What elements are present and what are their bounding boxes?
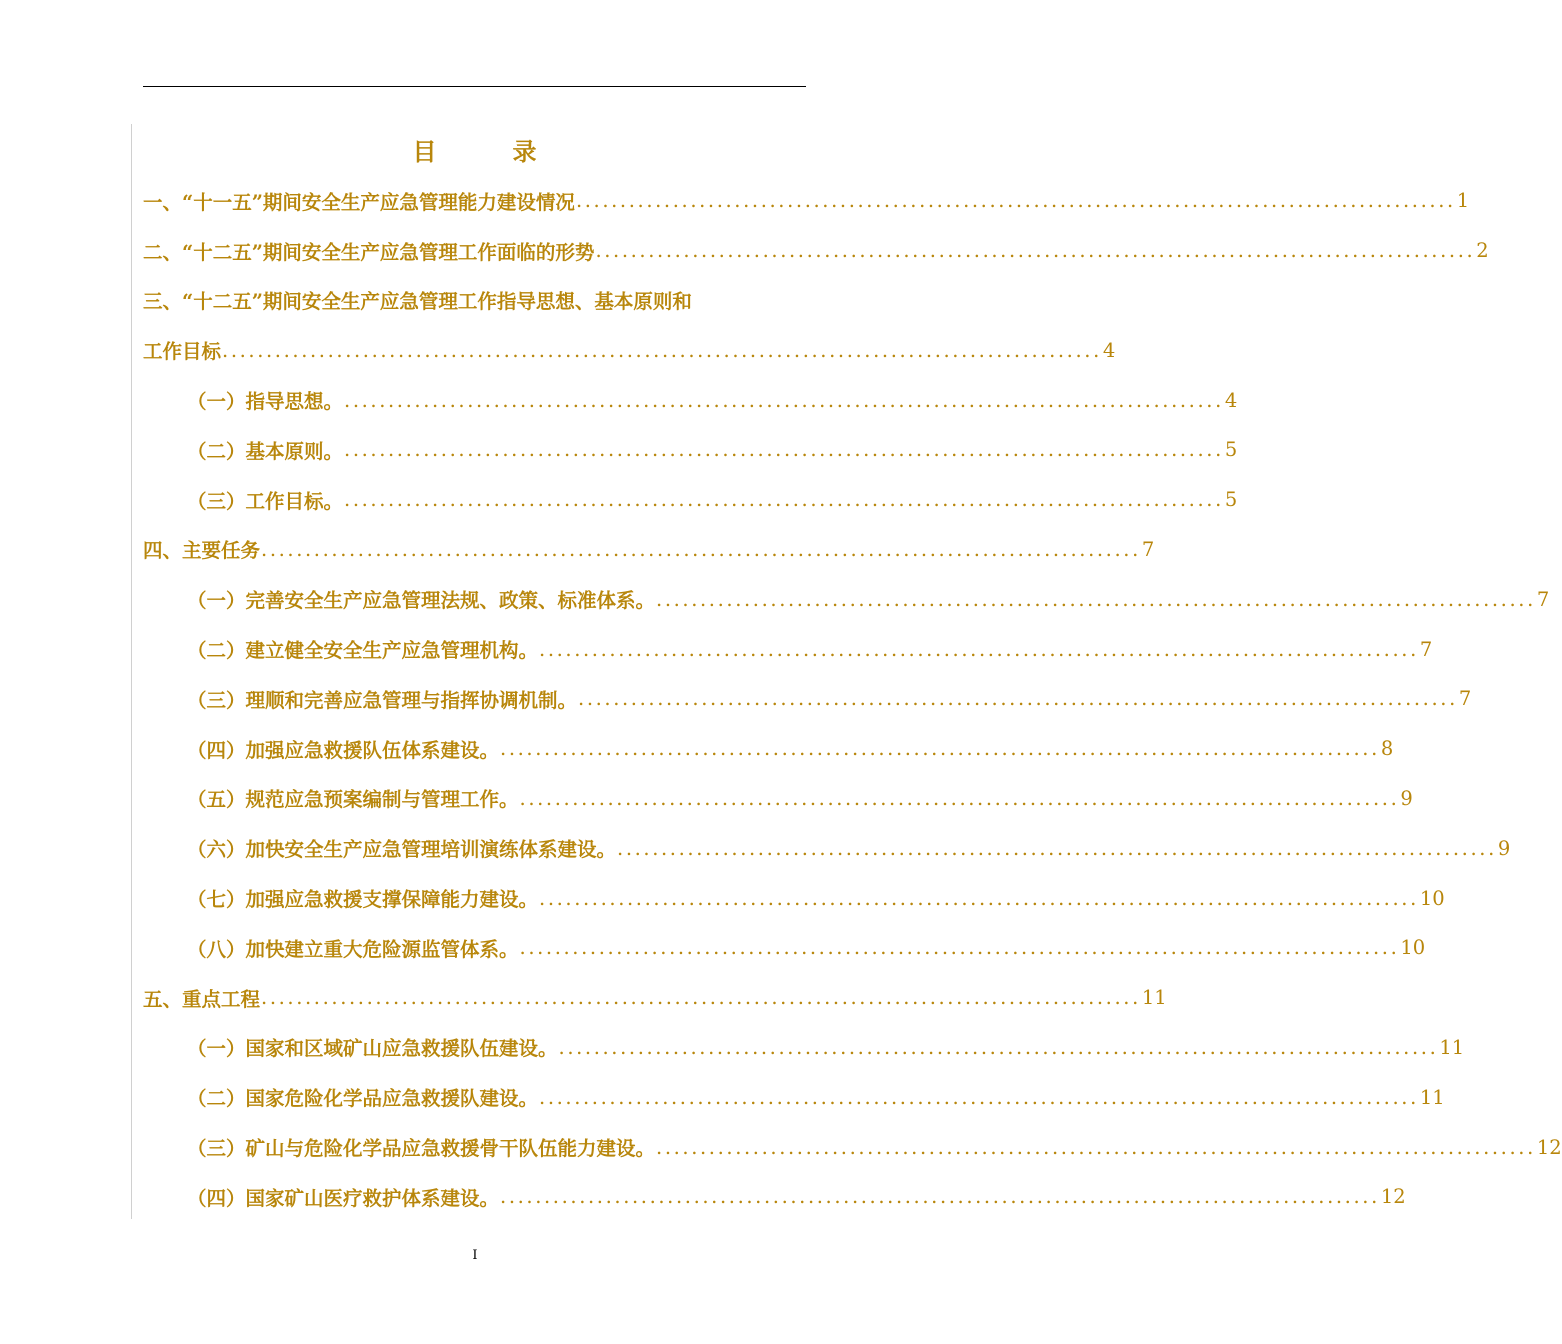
- toc-entry-title: 三、“十二五”期间安全生产应急管理工作指导思想、基本原则和: [143, 290, 692, 314]
- toc-entry[interactable]: [143, 176, 1470, 226]
- toc-page-number: 8: [1380, 737, 1394, 761]
- toc-leader-dots: ....................................................................................................: [656, 1135, 1536, 1159]
- toc-leader-dots: ....................................................................................................: [558, 1035, 1439, 1059]
- toc-entry[interactable]: [143, 823, 1511, 873]
- toc-page-number: 11: [1141, 986, 1167, 1010]
- toc-entry[interactable]: [143, 325, 1116, 375]
- toc-leader-dots: ....................................................................................................: [539, 637, 1419, 661]
- toc-leader-dots: ....................................................................................................: [575, 189, 1456, 213]
- toc-page-number: 11: [1419, 1085, 1445, 1109]
- toc-page-number: 9: [1497, 836, 1511, 860]
- toc-entry-title: （一）国家和区域矿山应急救援队伍建设。: [187, 1037, 558, 1061]
- toc-entry-title: （一）指导思想。: [187, 390, 344, 414]
- toc-entry[interactable]: [143, 1122, 1562, 1172]
- toc-entry[interactable]: [143, 774, 1413, 824]
- margin-rule: [131, 124, 132, 1219]
- toc-entry-title: （三）工作目标。: [187, 489, 344, 513]
- toc-leader-dots: ....................................................................................................: [222, 338, 1102, 362]
- toc-leader-dots: ....................................................................................................: [261, 986, 1141, 1010]
- toc-page-number: 11: [1439, 1035, 1465, 1059]
- toc-leader-dots: ....................................................................................................: [595, 239, 1476, 263]
- toc-entry[interactable]: [143, 1072, 1445, 1122]
- toc-entry[interactable]: [143, 425, 1238, 475]
- toc-entry[interactable]: [143, 923, 1426, 973]
- toc-entry[interactable]: [143, 574, 1550, 624]
- toc-page-number: 12: [1380, 1185, 1406, 1209]
- toc-entry-title: 四、主要任务: [143, 539, 261, 563]
- toc-entry[interactable]: [143, 226, 1489, 276]
- toc-entry[interactable]: [143, 375, 1238, 425]
- toc-entry-title: （三）理顺和完善应急管理与指挥协调机制。: [187, 688, 578, 712]
- toc-entry[interactable]: [143, 873, 1445, 923]
- toc-entry-title: （六）加快安全生产应急管理培训演练体系建设。: [187, 838, 617, 862]
- toc-entry[interactable]: [143, 724, 1394, 774]
- toc-leader-dots: ....................................................................................................: [656, 587, 1536, 611]
- toc-entry-title: （二）基本原则。: [187, 439, 344, 463]
- table-of-contents: [143, 176, 1562, 1222]
- toc-leader-dots: ....................................................................................................: [500, 737, 1380, 761]
- toc-entry[interactable]: [143, 674, 1472, 724]
- toc-entry-title: （三）矿山与危险化学品应急救援骨干队伍能力建设。: [187, 1137, 656, 1161]
- page-number: I: [472, 1248, 478, 1263]
- toc-page-number: 7: [1536, 587, 1550, 611]
- toc-page-number: 7: [1141, 537, 1155, 561]
- toc-page-number: 2: [1476, 239, 1489, 263]
- toc-page-number: 5: [1224, 488, 1238, 512]
- toc-entry-title: （四）加强应急救援队伍体系建设。: [187, 738, 500, 762]
- toc-leader-dots: ....................................................................................................: [617, 836, 1497, 860]
- toc-leader-dots: ....................................................................................................: [344, 488, 1224, 512]
- toc-leader-dots: ....................................................................................................: [578, 687, 1458, 711]
- toc-entry[interactable]: [143, 624, 1433, 674]
- toc-page-number: 4: [1224, 388, 1238, 412]
- toc-page-number: 5: [1224, 438, 1238, 462]
- toc-entry-title: 五、重点工程: [143, 987, 261, 1011]
- toc-leader-dots: ....................................................................................................: [344, 438, 1224, 462]
- toc-entry-title: （五）规范应急预案编制与管理工作。: [187, 788, 519, 812]
- toc-page-number: 1: [1456, 189, 1470, 213]
- toc-entry-title: （二）建立健全安全生产应急管理机构。: [187, 639, 539, 663]
- toc-page-number: 4: [1102, 338, 1116, 362]
- header-rule: [143, 86, 806, 87]
- toc-entry[interactable]: [143, 973, 1167, 1023]
- toc-leader-dots: ....................................................................................................: [539, 1085, 1419, 1109]
- toc-page-number: 9: [1400, 786, 1413, 810]
- toc-entry-title: （八）加快建立重大危险源监管体系。: [187, 937, 519, 961]
- toc-entry[interactable]: [143, 525, 1155, 575]
- toc-entry[interactable]: [143, 475, 1238, 525]
- toc-page-number: 7: [1458, 687, 1472, 711]
- toc-leader-dots: ....................................................................................................: [519, 786, 1400, 810]
- toc-entry[interactable]: [143, 1023, 1465, 1073]
- toc-leader-dots: ....................................................................................................: [344, 388, 1224, 412]
- toc-entry[interactable]: [143, 276, 806, 326]
- toc-entry-title: （二）国家危险化学品应急救援队建设。: [187, 1087, 539, 1111]
- toc-page-number: 12: [1536, 1135, 1562, 1159]
- toc-leader-dots: ....................................................................................................: [519, 936, 1400, 960]
- toc-page-number: 10: [1400, 936, 1426, 960]
- toc-entry-title: （一）完善安全生产应急管理法规、政策、标准体系。: [187, 589, 656, 613]
- toc-entry[interactable]: [143, 1172, 1406, 1222]
- toc-entry-title: 一、“十一五”期间安全生产应急管理能力建设情况: [143, 190, 575, 214]
- toc-page-number: 10: [1419, 886, 1445, 910]
- toc-entry-title: （四）国家矿山医疗救护体系建设。: [187, 1186, 500, 1210]
- toc-entry-title: （七）加强应急救援支撑保障能力建设。: [187, 888, 539, 912]
- toc-entry-title: 工作目标: [143, 340, 222, 364]
- toc-entry-title: 二、“十二五”期间安全生产应急管理工作面临的形势: [143, 240, 595, 264]
- toc-page-number: 7: [1419, 637, 1433, 661]
- toc-title: 目 录: [412, 137, 563, 166]
- toc-leader-dots: ....................................................................................................: [261, 537, 1141, 561]
- toc-leader-dots: ....................................................................................................: [500, 1185, 1380, 1209]
- toc-leader-dots: ....................................................................................................: [539, 886, 1419, 910]
